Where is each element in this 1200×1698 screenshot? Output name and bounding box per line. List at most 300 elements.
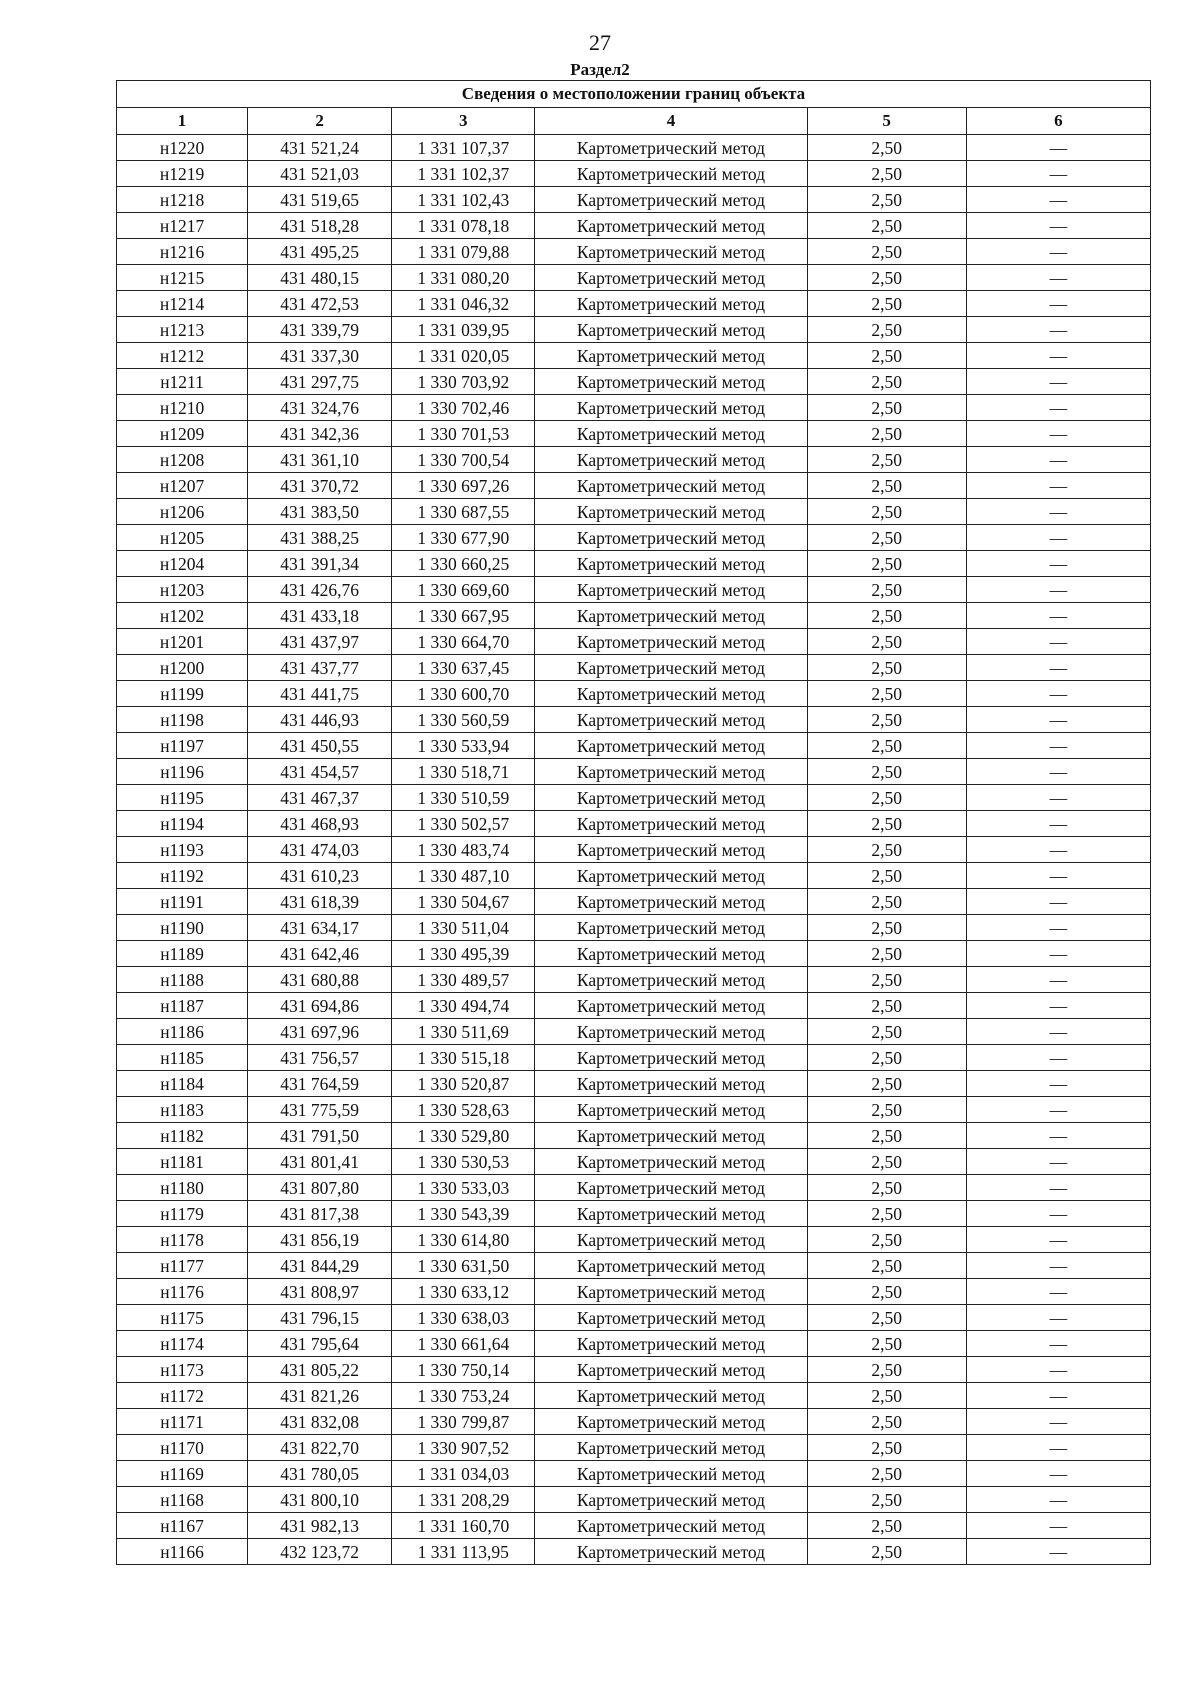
x-coordinate-cell: 431 694,86 — [248, 993, 392, 1019]
accuracy-cell: 2,50 — [807, 447, 966, 473]
accuracy-cell: 2,50 — [807, 343, 966, 369]
table-row — [117, 551, 1151, 577]
point-id-cell: н1206 — [117, 499, 248, 525]
x-coordinate-cell: 431 521,24 — [248, 135, 392, 161]
accuracy-cell: 2,50 — [807, 1487, 966, 1513]
table-row — [117, 473, 1151, 499]
y-coordinate-cell: 1 330 600,70 — [392, 681, 535, 707]
table-caption: Сведения о местоположении границ объекта — [117, 81, 1151, 108]
point-id-cell: н1188 — [117, 967, 248, 993]
accuracy-cell: 2,50 — [807, 1253, 966, 1279]
x-coordinate-cell: 431 361,10 — [248, 447, 392, 473]
description-cell: — — [966, 447, 1150, 473]
method-cell: Картометрический метод — [535, 1331, 807, 1357]
method-cell: Картометрический метод — [535, 265, 807, 291]
x-coordinate-cell: 431 791,50 — [248, 1123, 392, 1149]
x-coordinate-cell: 431 756,57 — [248, 1045, 392, 1071]
y-coordinate-cell: 1 330 510,59 — [392, 785, 535, 811]
point-id-cell: н1193 — [117, 837, 248, 863]
y-coordinate-cell: 1 330 637,45 — [392, 655, 535, 681]
method-cell: Картометрический метод — [535, 837, 807, 863]
x-coordinate-cell: 431 324,76 — [248, 395, 392, 421]
point-id-cell: н1174 — [117, 1331, 248, 1357]
y-coordinate-cell: 1 331 102,37 — [392, 161, 535, 187]
point-id-cell: н1178 — [117, 1227, 248, 1253]
y-coordinate-cell: 1 330 528,63 — [392, 1097, 535, 1123]
table-row — [117, 1487, 1151, 1513]
point-id-cell: н1180 — [117, 1175, 248, 1201]
y-coordinate-cell: 1 330 638,03 — [392, 1305, 535, 1331]
accuracy-cell: 2,50 — [807, 239, 966, 265]
point-id-cell: н1196 — [117, 759, 248, 785]
point-id-cell: н1211 — [117, 369, 248, 395]
accuracy-cell: 2,50 — [807, 525, 966, 551]
method-cell: Картометрический метод — [535, 473, 807, 499]
x-coordinate-cell: 431 822,70 — [248, 1435, 392, 1461]
table-row — [117, 135, 1151, 161]
accuracy-cell: 2,50 — [807, 291, 966, 317]
method-cell: Картометрический метод — [535, 1123, 807, 1149]
table-row — [117, 1357, 1151, 1383]
x-coordinate-cell: 431 383,50 — [248, 499, 392, 525]
table-body — [117, 135, 1151, 1565]
table-row — [117, 1279, 1151, 1305]
x-coordinate-cell: 431 800,10 — [248, 1487, 392, 1513]
point-id-cell: н1203 — [117, 577, 248, 603]
table-row — [117, 343, 1151, 369]
method-cell: Картометрический метод — [535, 707, 807, 733]
point-id-cell: н1179 — [117, 1201, 248, 1227]
accuracy-cell: 2,50 — [807, 1383, 966, 1409]
x-coordinate-cell: 431 342,36 — [248, 421, 392, 447]
description-cell: — — [966, 1071, 1150, 1097]
y-coordinate-cell: 1 331 079,88 — [392, 239, 535, 265]
y-coordinate-cell: 1 330 799,87 — [392, 1409, 535, 1435]
accuracy-cell: 2,50 — [807, 1019, 966, 1045]
method-cell: Картометрический метод — [535, 785, 807, 811]
x-coordinate-cell: 431 817,38 — [248, 1201, 392, 1227]
accuracy-cell: 2,50 — [807, 265, 966, 291]
x-coordinate-cell: 431 805,22 — [248, 1357, 392, 1383]
x-coordinate-cell: 431 780,05 — [248, 1461, 392, 1487]
column-header: 6 — [966, 108, 1150, 135]
y-coordinate-cell: 1 330 489,57 — [392, 967, 535, 993]
point-id-cell: н1220 — [117, 135, 248, 161]
table-row — [117, 1201, 1151, 1227]
method-cell: Картометрический метод — [535, 213, 807, 239]
y-coordinate-cell: 1 330 504,67 — [392, 889, 535, 915]
method-cell: Картометрический метод — [535, 1175, 807, 1201]
point-id-cell: н1172 — [117, 1383, 248, 1409]
y-coordinate-cell: 1 330 529,80 — [392, 1123, 535, 1149]
table-row — [117, 1175, 1151, 1201]
table-row — [117, 681, 1151, 707]
method-cell: Картометрический метод — [535, 733, 807, 759]
x-coordinate-cell: 431 433,18 — [248, 603, 392, 629]
description-cell: — — [966, 941, 1150, 967]
accuracy-cell: 2,50 — [807, 655, 966, 681]
method-cell: Картометрический метод — [535, 499, 807, 525]
section-title: Раздел2 — [570, 60, 630, 79]
accuracy-cell: 2,50 — [807, 629, 966, 655]
table-row — [117, 1383, 1151, 1409]
method-cell: Картометрический метод — [535, 1357, 807, 1383]
point-id-cell: н1184 — [117, 1071, 248, 1097]
table-row — [117, 1461, 1151, 1487]
method-cell: Картометрический метод — [535, 993, 807, 1019]
description-cell: — — [966, 967, 1150, 993]
x-coordinate-cell: 431 808,97 — [248, 1279, 392, 1305]
accuracy-cell: 2,50 — [807, 1409, 966, 1435]
accuracy-cell: 2,50 — [807, 889, 966, 915]
point-id-cell: н1168 — [117, 1487, 248, 1513]
table-row — [117, 1409, 1151, 1435]
description-cell: — — [966, 837, 1150, 863]
y-coordinate-cell: 1 331 020,05 — [392, 343, 535, 369]
column-header: 4 — [535, 108, 807, 135]
x-coordinate-cell: 431 642,46 — [248, 941, 392, 967]
table-row — [117, 265, 1151, 291]
y-coordinate-cell: 1 331 078,18 — [392, 213, 535, 239]
x-coordinate-cell: 431 680,88 — [248, 967, 392, 993]
description-cell: — — [966, 1201, 1150, 1227]
description-cell: — — [966, 1409, 1150, 1435]
method-cell: Картометрический метод — [535, 1201, 807, 1227]
description-cell: — — [966, 395, 1150, 421]
accuracy-cell: 2,50 — [807, 1201, 966, 1227]
x-coordinate-cell: 431 297,75 — [248, 369, 392, 395]
point-id-cell: н1200 — [117, 655, 248, 681]
y-coordinate-cell: 1 330 702,46 — [392, 395, 535, 421]
y-coordinate-cell: 1 330 753,24 — [392, 1383, 535, 1409]
y-coordinate-cell: 1 330 664,70 — [392, 629, 535, 655]
description-cell: — — [966, 889, 1150, 915]
x-coordinate-cell: 431 472,53 — [248, 291, 392, 317]
accuracy-cell: 2,50 — [807, 1071, 966, 1097]
x-coordinate-cell: 431 521,03 — [248, 161, 392, 187]
table-row — [117, 447, 1151, 473]
y-coordinate-cell: 1 330 907,52 — [392, 1435, 535, 1461]
method-cell: Картометрический метод — [535, 1435, 807, 1461]
point-id-cell: н1215 — [117, 265, 248, 291]
y-coordinate-cell: 1 330 661,64 — [392, 1331, 535, 1357]
table-row — [117, 395, 1151, 421]
table-row — [117, 239, 1151, 265]
table-row — [117, 889, 1151, 915]
accuracy-cell: 2,50 — [807, 1045, 966, 1071]
point-id-cell: н1195 — [117, 785, 248, 811]
x-coordinate-cell: 431 454,57 — [248, 759, 392, 785]
point-id-cell: н1197 — [117, 733, 248, 759]
accuracy-cell: 2,50 — [807, 577, 966, 603]
table-row — [117, 213, 1151, 239]
description-cell: — — [966, 1539, 1150, 1565]
description-cell: — — [966, 1019, 1150, 1045]
description-cell: — — [966, 811, 1150, 837]
accuracy-cell: 2,50 — [807, 759, 966, 785]
y-coordinate-cell: 1 330 533,94 — [392, 733, 535, 759]
table-row — [117, 421, 1151, 447]
table-row — [117, 993, 1151, 1019]
method-cell: Картометрический метод — [535, 967, 807, 993]
accuracy-cell: 2,50 — [807, 473, 966, 499]
table-row — [117, 1539, 1151, 1565]
accuracy-cell: 2,50 — [807, 967, 966, 993]
description-cell: — — [966, 759, 1150, 785]
accuracy-cell: 2,50 — [807, 135, 966, 161]
point-id-cell: н1217 — [117, 213, 248, 239]
y-coordinate-cell: 1 330 502,57 — [392, 811, 535, 837]
method-cell: Картометрический метод — [535, 525, 807, 551]
x-coordinate-cell: 431 339,79 — [248, 317, 392, 343]
point-id-cell: н1191 — [117, 889, 248, 915]
y-coordinate-cell: 1 331 102,43 — [392, 187, 535, 213]
method-cell: Картометрический метод — [535, 1279, 807, 1305]
accuracy-cell: 2,50 — [807, 941, 966, 967]
description-cell: — — [966, 603, 1150, 629]
point-id-cell: н1182 — [117, 1123, 248, 1149]
description-cell: — — [966, 1123, 1150, 1149]
y-coordinate-cell: 1 331 107,37 — [392, 135, 535, 161]
table-row — [117, 837, 1151, 863]
y-coordinate-cell: 1 331 034,03 — [392, 1461, 535, 1487]
y-coordinate-cell: 1 330 633,12 — [392, 1279, 535, 1305]
x-coordinate-cell: 431 821,26 — [248, 1383, 392, 1409]
description-cell: — — [966, 733, 1150, 759]
x-coordinate-cell: 431 795,64 — [248, 1331, 392, 1357]
description-cell: — — [966, 161, 1150, 187]
method-cell: Картометрический метод — [535, 1513, 807, 1539]
method-cell: Картометрический метод — [535, 395, 807, 421]
point-id-cell: н1176 — [117, 1279, 248, 1305]
description-cell: — — [966, 1227, 1150, 1253]
accuracy-cell: 2,50 — [807, 603, 966, 629]
y-coordinate-cell: 1 330 560,59 — [392, 707, 535, 733]
x-coordinate-cell: 431 764,59 — [248, 1071, 392, 1097]
x-coordinate-cell: 431 844,29 — [248, 1253, 392, 1279]
point-id-cell: н1209 — [117, 421, 248, 447]
y-coordinate-cell: 1 330 677,90 — [392, 525, 535, 551]
y-coordinate-cell: 1 331 160,70 — [392, 1513, 535, 1539]
description-cell: — — [966, 1253, 1150, 1279]
table-row — [117, 499, 1151, 525]
method-cell: Картометрический метод — [535, 317, 807, 343]
description-cell: — — [966, 1149, 1150, 1175]
accuracy-cell: 2,50 — [807, 499, 966, 525]
point-id-cell: н1170 — [117, 1435, 248, 1461]
table-row — [117, 369, 1151, 395]
point-id-cell: н1181 — [117, 1149, 248, 1175]
method-cell: Картометрический метод — [535, 759, 807, 785]
description-cell: — — [966, 1513, 1150, 1539]
x-coordinate-cell: 432 123,72 — [248, 1539, 392, 1565]
accuracy-cell: 2,50 — [807, 811, 966, 837]
description-cell: — — [966, 1175, 1150, 1201]
point-id-cell: н1173 — [117, 1357, 248, 1383]
table-row — [117, 811, 1151, 837]
description-cell: — — [966, 473, 1150, 499]
description-cell: — — [966, 421, 1150, 447]
description-cell: — — [966, 707, 1150, 733]
accuracy-cell: 2,50 — [807, 1513, 966, 1539]
table-row — [117, 1227, 1151, 1253]
x-coordinate-cell: 431 446,93 — [248, 707, 392, 733]
description-cell: — — [966, 993, 1150, 1019]
column-header: 3 — [392, 108, 535, 135]
method-cell: Картометрический метод — [535, 1019, 807, 1045]
point-id-cell: н1194 — [117, 811, 248, 837]
table-row — [117, 1019, 1151, 1045]
method-cell: Картометрический метод — [535, 811, 807, 837]
x-coordinate-cell: 431 610,23 — [248, 863, 392, 889]
description-cell: — — [966, 369, 1150, 395]
point-id-cell: н1201 — [117, 629, 248, 655]
method-cell: Картометрический метод — [535, 1071, 807, 1097]
description-cell: — — [966, 1461, 1150, 1487]
method-cell: Картометрический метод — [535, 889, 807, 915]
x-coordinate-cell: 431 437,77 — [248, 655, 392, 681]
accuracy-cell: 2,50 — [807, 1539, 966, 1565]
y-coordinate-cell: 1 330 667,95 — [392, 603, 535, 629]
y-coordinate-cell: 1 330 660,25 — [392, 551, 535, 577]
x-coordinate-cell: 431 468,93 — [248, 811, 392, 837]
table-row — [117, 707, 1151, 733]
description-cell: — — [966, 1435, 1150, 1461]
point-id-cell: н1213 — [117, 317, 248, 343]
method-cell: Картометрический метод — [535, 239, 807, 265]
accuracy-cell: 2,50 — [807, 1175, 966, 1201]
description-cell: — — [966, 655, 1150, 681]
description-cell: — — [966, 785, 1150, 811]
method-cell: Картометрический метод — [535, 1045, 807, 1071]
point-id-cell: н1198 — [117, 707, 248, 733]
description-cell: — — [966, 499, 1150, 525]
y-coordinate-cell: 1 330 697,26 — [392, 473, 535, 499]
x-coordinate-cell: 431 388,25 — [248, 525, 392, 551]
x-coordinate-cell: 431 370,72 — [248, 473, 392, 499]
method-cell: Картометрический метод — [535, 135, 807, 161]
method-cell: Картометрический метод — [535, 655, 807, 681]
method-cell: Картометрический метод — [535, 447, 807, 473]
x-coordinate-cell: 431 337,30 — [248, 343, 392, 369]
y-coordinate-cell: 1 330 533,03 — [392, 1175, 535, 1201]
description-cell: — — [966, 681, 1150, 707]
table-row — [117, 733, 1151, 759]
table-row — [117, 1305, 1151, 1331]
point-id-cell: н1219 — [117, 161, 248, 187]
description-cell: — — [966, 525, 1150, 551]
description-cell: — — [966, 1383, 1150, 1409]
method-cell: Картометрический метод — [535, 577, 807, 603]
accuracy-cell: 2,50 — [807, 369, 966, 395]
table-row — [117, 1097, 1151, 1123]
table-row — [117, 1331, 1151, 1357]
y-coordinate-cell: 1 330 487,10 — [392, 863, 535, 889]
method-cell: Картометрический метод — [535, 1461, 807, 1487]
table-row — [117, 759, 1151, 785]
method-cell: Картометрический метод — [535, 1487, 807, 1513]
method-cell: Картометрический метод — [535, 421, 807, 447]
table-row — [117, 603, 1151, 629]
table-row — [117, 1071, 1151, 1097]
table-row — [117, 577, 1151, 603]
table-row — [117, 915, 1151, 941]
accuracy-cell: 2,50 — [807, 317, 966, 343]
table-row — [117, 1253, 1151, 1279]
y-coordinate-cell: 1 331 113,95 — [392, 1539, 535, 1565]
accuracy-cell: 2,50 — [807, 733, 966, 759]
table-row — [117, 629, 1151, 655]
point-id-cell: н1167 — [117, 1513, 248, 1539]
table-row — [117, 187, 1151, 213]
accuracy-cell: 2,50 — [807, 785, 966, 811]
description-cell: — — [966, 1487, 1150, 1513]
x-coordinate-cell: 431 426,76 — [248, 577, 392, 603]
point-id-cell: н1214 — [117, 291, 248, 317]
table-row — [117, 1513, 1151, 1539]
accuracy-cell: 2,50 — [807, 1435, 966, 1461]
x-coordinate-cell: 431 856,19 — [248, 1227, 392, 1253]
method-cell: Картометрический метод — [535, 291, 807, 317]
description-cell: — — [966, 577, 1150, 603]
point-id-cell: н1212 — [117, 343, 248, 369]
x-coordinate-cell: 431 801,41 — [248, 1149, 392, 1175]
point-id-cell: н1199 — [117, 681, 248, 707]
x-coordinate-cell: 431 796,15 — [248, 1305, 392, 1331]
method-cell: Картометрический метод — [535, 603, 807, 629]
description-cell: — — [966, 915, 1150, 941]
x-coordinate-cell: 431 982,13 — [248, 1513, 392, 1539]
accuracy-cell: 2,50 — [807, 1305, 966, 1331]
y-coordinate-cell: 1 330 520,87 — [392, 1071, 535, 1097]
y-coordinate-cell: 1 330 701,53 — [392, 421, 535, 447]
x-coordinate-cell: 431 495,25 — [248, 239, 392, 265]
y-coordinate-cell: 1 330 543,39 — [392, 1201, 535, 1227]
x-coordinate-cell: 431 519,65 — [248, 187, 392, 213]
description-cell: — — [966, 629, 1150, 655]
point-id-cell: н1207 — [117, 473, 248, 499]
method-cell: Картометрический метод — [535, 343, 807, 369]
description-cell: — — [966, 135, 1150, 161]
accuracy-cell: 2,50 — [807, 1123, 966, 1149]
y-coordinate-cell: 1 330 511,69 — [392, 1019, 535, 1045]
y-coordinate-cell: 1 330 515,18 — [392, 1045, 535, 1071]
accuracy-cell: 2,50 — [807, 1461, 966, 1487]
description-cell: — — [966, 863, 1150, 889]
method-cell: Картометрический метод — [535, 369, 807, 395]
point-id-cell: н1189 — [117, 941, 248, 967]
table-row — [117, 1435, 1151, 1461]
y-coordinate-cell: 1 330 614,80 — [392, 1227, 535, 1253]
x-coordinate-cell: 431 441,75 — [248, 681, 392, 707]
table-row — [117, 291, 1151, 317]
method-cell: Картометрический метод — [535, 863, 807, 889]
method-cell: Картометрический метод — [535, 161, 807, 187]
accuracy-cell: 2,50 — [807, 1097, 966, 1123]
y-coordinate-cell: 1 330 703,92 — [392, 369, 535, 395]
table-row — [117, 161, 1151, 187]
method-cell: Картометрический метод — [535, 1409, 807, 1435]
description-cell: — — [966, 1331, 1150, 1357]
y-coordinate-cell: 1 330 631,50 — [392, 1253, 535, 1279]
accuracy-cell: 2,50 — [807, 837, 966, 863]
accuracy-cell: 2,50 — [807, 421, 966, 447]
table-row — [117, 941, 1151, 967]
method-cell: Картометрический метод — [535, 629, 807, 655]
method-cell: Картометрический метод — [535, 1539, 807, 1565]
table-row — [117, 785, 1151, 811]
description-cell: — — [966, 239, 1150, 265]
